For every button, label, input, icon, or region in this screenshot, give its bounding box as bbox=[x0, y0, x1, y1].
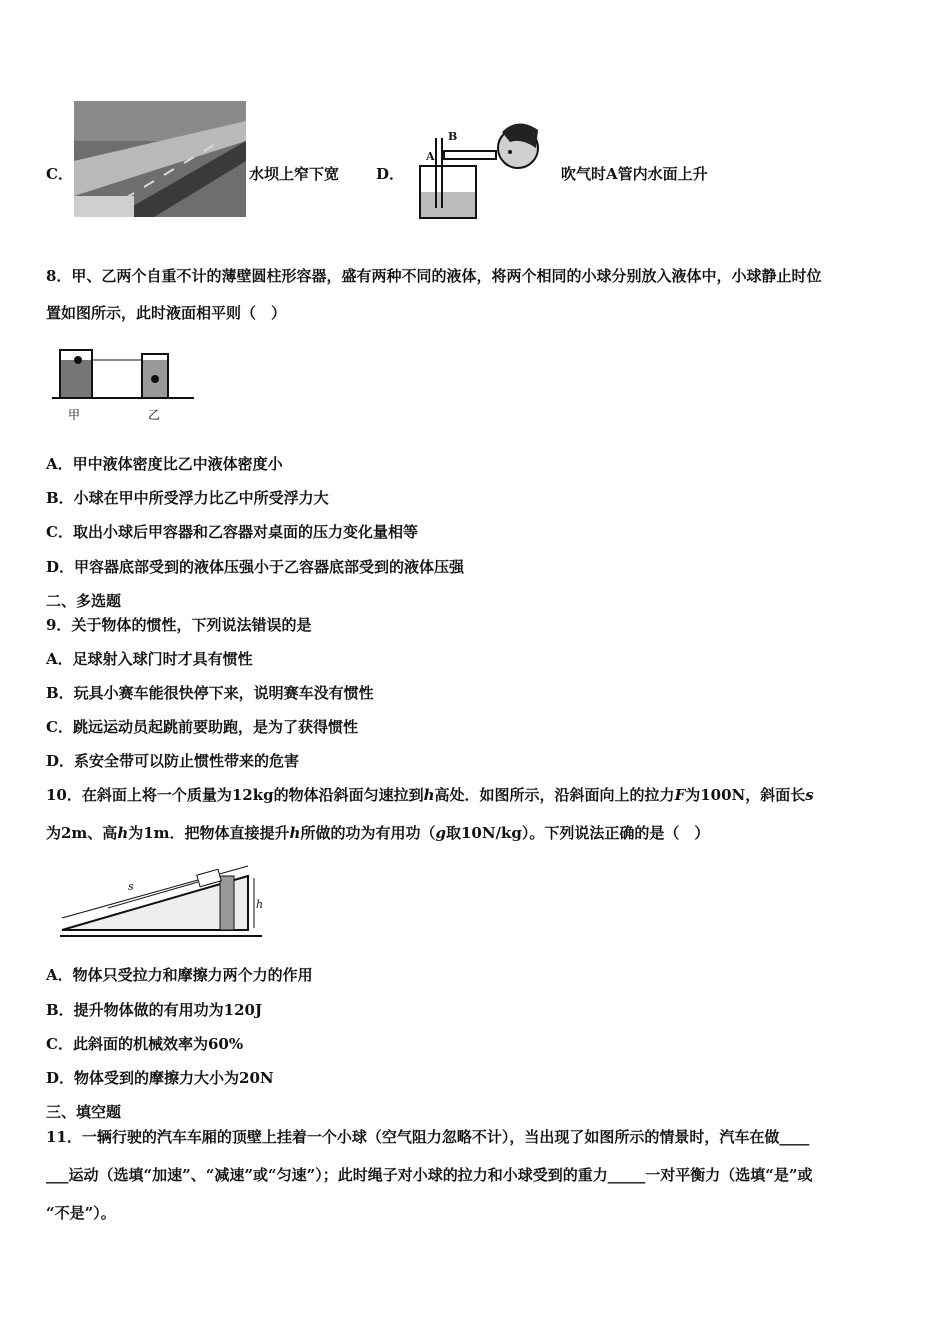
dam-photo bbox=[74, 101, 246, 217]
q8-option-d: D．甲容器底部受到的液体压强小于乙容器底部受到的液体压强 bbox=[46, 558, 465, 576]
q10-option-c: C．此斜面的机械效率为60% bbox=[46, 1035, 244, 1053]
q7-option-d-label: D． bbox=[376, 165, 405, 183]
blowing-experiment-figure bbox=[410, 108, 550, 224]
q9-stem: 9．关于物体的惯性，下列说法错误的是 bbox=[46, 616, 312, 634]
q10-stem-line2: 为2m、高h为1m．把物体直接提升h所做的功为有用功（g取10N/kg）。下列说法正确的是（ ） bbox=[46, 824, 710, 842]
q8-option-a: A．甲中液体密度比乙中液体密度小 bbox=[46, 455, 283, 473]
container-jia-label: 甲 bbox=[68, 408, 81, 422]
incline-height-label: h bbox=[256, 898, 264, 911]
q8-stem-line2: 置如图所示，此时液面相平则（ ） bbox=[46, 304, 287, 322]
q8-option-c: C．取出小球后甲容器和乙容器对桌面的压力变化量相等 bbox=[46, 523, 418, 541]
q9-option-a: A．足球射入球门时才具有惯性 bbox=[46, 650, 253, 668]
q10-stem-line1: 10．在斜面上将一个质量为12kg的物体沿斜面匀速拉到h高处．如图所示，沿斜面向上的拉力F为100N，斜面长s bbox=[46, 786, 814, 804]
tube-b-label: B bbox=[448, 130, 458, 143]
containers-figure bbox=[48, 340, 198, 424]
q11-line2: ___运动（选填“加速”、“减速”或“匀速”）；此时绳子对小球的拉力和小球受到的重力_____一对平衡力（选填“是”或 bbox=[46, 1166, 813, 1184]
q9-option-d: D．系安全带可以防止惯性带来的危害 bbox=[46, 752, 300, 770]
q8-stem-line1: 8．甲、乙两个自重不计的薄壁圆柱形容器，盛有两种不同的液体，将两个相同的小球分别放入液体中，小球静止时位 bbox=[46, 267, 822, 285]
section-multi-choice-title: 二、多选题 bbox=[46, 592, 122, 610]
q9-option-c: C．跳远运动员起跳前要助跑，是为了获得惯性 bbox=[46, 718, 358, 736]
container-yi-label: 乙 bbox=[148, 408, 161, 422]
incline-length-label: s bbox=[128, 880, 134, 893]
q10-option-b: B．提升物体做的有用功为120J bbox=[46, 1001, 263, 1019]
q11-line1: 11．一辆行驶的汽车车厢的顶壁上挂着一个小球（空气阻力忽略不计），当出现了如图所示的情景时，汽车在做____ bbox=[46, 1128, 810, 1146]
q9-option-b: B．玩具小赛车能很快停下来，说明赛车没有惯性 bbox=[46, 684, 374, 702]
q7-option-d-caption: 吹气时A管内水面上升 bbox=[561, 165, 708, 183]
q11-line3: “不是”）。 bbox=[46, 1204, 116, 1222]
q10-option-d: D．物体受到的摩擦力大小为20N bbox=[46, 1069, 274, 1087]
incline-figure bbox=[48, 860, 268, 940]
q8-option-b: B．小球在甲中所受浮力比乙中所受浮力大 bbox=[46, 489, 329, 507]
q7-option-c-caption: 水坝上窄下宽 bbox=[249, 165, 340, 183]
section-fill-blank-title: 三、填空题 bbox=[46, 1103, 122, 1121]
q10-option-a: A．物体只受拉力和摩擦力两个力的作用 bbox=[46, 966, 313, 984]
q7-option-c-label: C． bbox=[46, 165, 73, 183]
tube-a-label: A bbox=[426, 150, 435, 163]
